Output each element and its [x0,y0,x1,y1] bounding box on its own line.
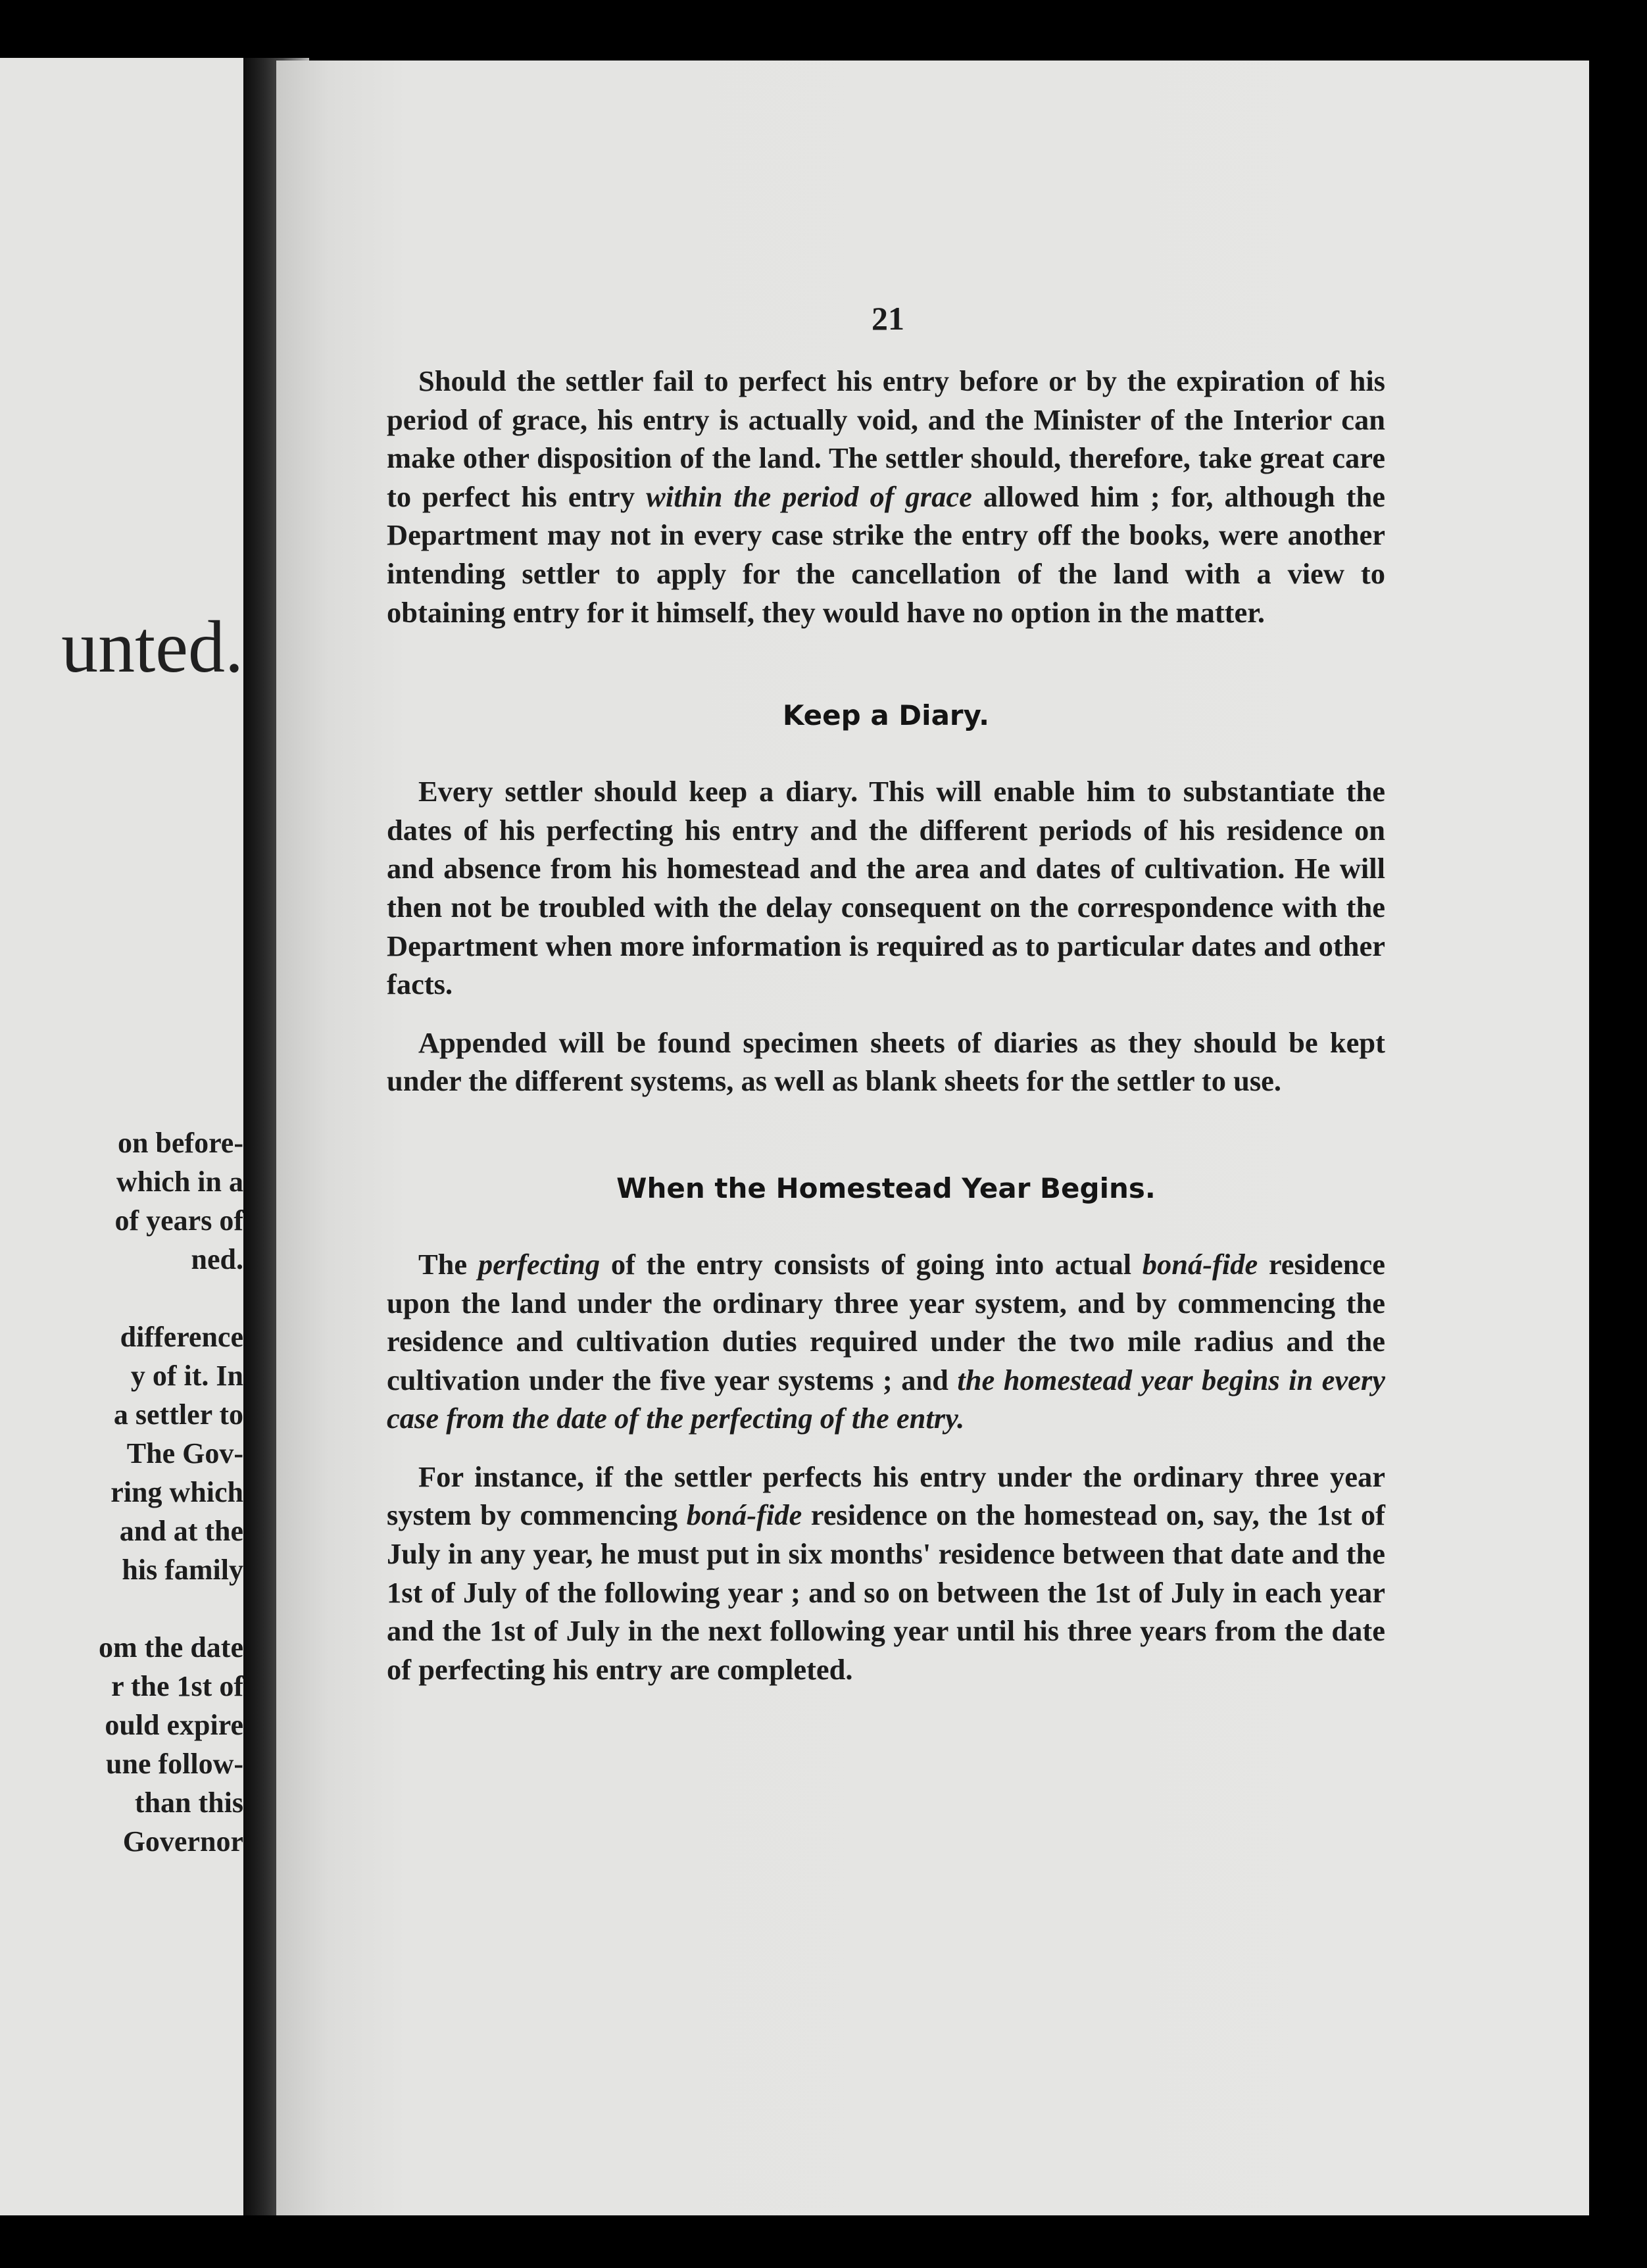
previous-page-line: The Gov- [126,1437,243,1469]
emphasis-text: boná-fide [686,1498,802,1532]
previous-page-line: which in a [116,1166,243,1198]
previous-page-line: ring which [111,1476,243,1508]
previous-page-line: une follow- [106,1748,243,1780]
previous-page-line: than this [134,1787,243,1819]
previous-page-line: ould expire [105,1709,243,1741]
section-heading-keep-a-diary: Keep a Diary. [782,699,990,732]
emphasis-text: within the period of grace [646,480,972,513]
previous-page-line: ned. [191,1243,243,1275]
previous-page-line: his family [122,1554,243,1586]
previous-page-text-fragment [0,1123,243,1861]
previous-page-line: r the 1st of [111,1670,243,1702]
paragraph-perfecting-entry [387,1245,1385,1438]
paragraph-text: residence upon the land under the ordinary three year system, and by commencing the residence and cultivation duties required under the two mile radius and the cultivation under the five year systems ; and [387,1247,1385,1396]
previous-page-line: difference [120,1321,243,1353]
emphasis-text: perfecting [478,1247,601,1281]
previous-page-heading-fragment: unted. [61,606,243,688]
previous-page-line: of years of [114,1204,243,1237]
previous-page-line: and at the [119,1515,243,1547]
paragraph-text: The [418,1247,478,1281]
previous-page-line: on before- [117,1127,243,1159]
paragraph-text: allowed him ; for, although the Department may not in every case strike the entry off the books, were another intending settler to apply for the cancellation of the land with a view to obtaining entry for it himself, they would have no option in the matter. [387,480,1385,629]
emphasis-text: boná-fide [1142,1247,1258,1281]
paragraph-text: of the entry consists of going into actual [600,1247,1143,1281]
page-number: 21 [872,300,904,337]
section-heading-homestead-year: When the Homestead Year Begins. [616,1171,1156,1204]
paragraph-keep-diary: Every settler should keep a diary. This will enable him to substantiate the dates of his perfecting his entry and the different periods of his residence on and absence from his homestead and the area and dates of cultivation. He will then not be troubled with the delay consequent on the correspondence with the Department when more information is required as to particular dates and other facts. [387,775,1385,1001]
previous-page-sliver [0,58,243,2215]
paragraph-period-of-grace [387,362,1385,631]
paragraph-text: For instance, if the settler perfects his entry under the ordinary three year system by commencing [387,1460,1385,1532]
paragraph-text: residence on the homestead on, say, the 1st of July in any year, he must put in six months' residence between that date and the 1st of July of the following year ; and so on between the 1st of July in each year and the 1st of July in the next following year until his three years from the date of perfecting his entry are completed. [387,1498,1385,1686]
paragraph-for-instance [387,1458,1385,1689]
previous-page-line [0,1589,243,1628]
previous-page-line: y of it. In [130,1360,243,1392]
paragraph-appended-sheets: Appended will be found specimen sheets of diaries as they should be kept under the different systems, as well as blank sheets for the settler to use. [387,1025,1385,1098]
page-body [387,362,1385,1689]
previous-page-line: om the date [99,1631,243,1664]
paragraph-text: Should the settler fail to perfect his entry before or by the expiration of his period of grace, his entry is actually void, and the Minister of the Interior can make other disposition of the land. The settler should, therefore, take great care to perfect his entry [387,364,1385,513]
previous-page-line: Governor [122,1825,243,1858]
previous-page-line: a settler to [113,1398,243,1431]
previous-page-line [0,1279,243,1318]
emphasis-text: the homestead year begins in every case from the date of the perfecting of the entry. [387,1363,1385,1435]
